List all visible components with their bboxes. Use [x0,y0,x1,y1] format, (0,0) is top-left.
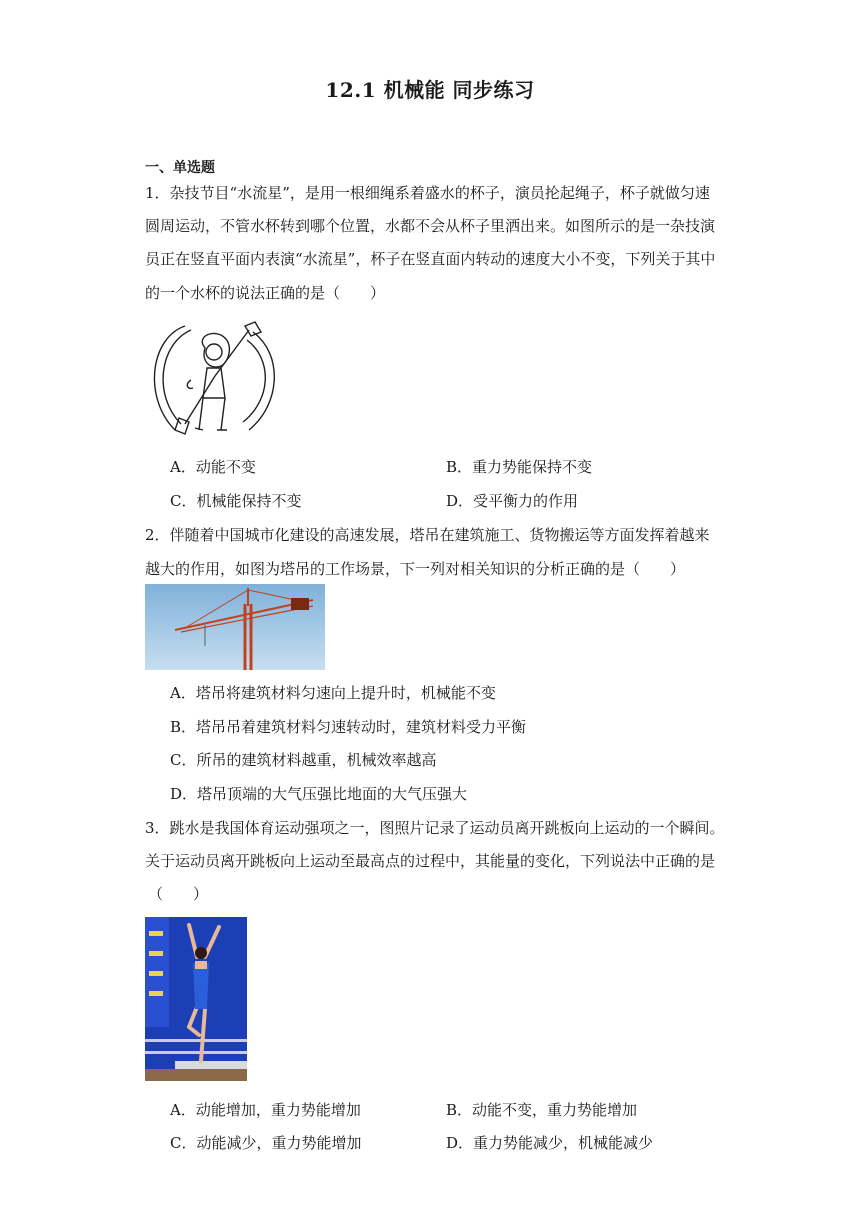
q3-line-1: 3．跳水是我国体育运动强项之一，图照片记录了运动员离开跳板向上运动的一个瞬间。 [145,819,725,837]
q3-option-a[interactable]: A．动能增加，重力势能增加 [170,1101,361,1119]
tower-crane-drawing [145,584,325,670]
q2-option-b[interactable]: B．塔吊吊着建筑材料匀速转动时，建筑材料受力平衡 [170,718,527,736]
q3-option-c[interactable]: C．动能减少，重力势能增加 [170,1134,362,1152]
q2-option-c[interactable]: C．所吊的建筑材料越重，机械效率越高 [170,751,437,769]
tower-crane-photo [145,584,325,670]
q3-line-3: （ ） [148,885,209,903]
q3-option-d[interactable]: D．重力势能减少，机械能减少 [446,1134,654,1152]
section-heading: 一、单选题 [145,160,215,176]
q1-line-1: 1．杂技节目“水流星”，是用一根细绳系着盛水的杯子，演员抡起绳子，杯子就做匀速 [145,184,710,202]
q2-line-1: 2．伴随着中国城市化建设的高速发展，塔吊在建筑施工、货物搬运等方面发挥着越来 [145,526,710,544]
water-meteor-drawing [145,318,285,442]
q2-option-d[interactable]: D．塔吊顶端的大气压强比地面的大气压强大 [170,785,468,803]
q3-option-b[interactable]: B．动能不变，重力势能增加 [446,1101,638,1119]
diver-photo [145,917,247,1081]
q1-option-a[interactable]: A．动能不变 [170,458,256,476]
q1-line-2: 圆周运动，不管水杯转到哪个位置，水都不会从杯子里洒出来。如图所示的是一杂技演 [145,217,716,235]
q3-line-2: 关于运动员离开跳板向上运动至最高点的过程中，其能量的变化，下列说法中正确的是 [145,852,716,870]
q2-option-a[interactable]: A．塔吊将建筑材料匀速向上提升时，机械能不变 [170,684,496,702]
diver-drawing [145,917,247,1081]
page-title: 12.1 机械能 同步练习 [325,78,535,102]
q1-line-4: 的一个水杯的说法正确的是（ ） [145,284,386,302]
q1-option-b[interactable]: B．重力势能保持不变 [446,458,593,476]
water-meteor-figure [145,318,285,442]
q2-line-2: 越大的作用，如图为塔吊的工作场景，下一列对相关知识的分析正确的是（ ） [145,560,686,578]
q1-option-d[interactable]: D．受平衡力的作用 [446,492,579,510]
q1-line-3: 员正在竖直平面内表演“水流星”，杯子在竖直面内转动的速度大小不变，下列关于其中 [145,250,716,268]
q1-option-c[interactable]: C．机械能保持不变 [170,492,302,510]
